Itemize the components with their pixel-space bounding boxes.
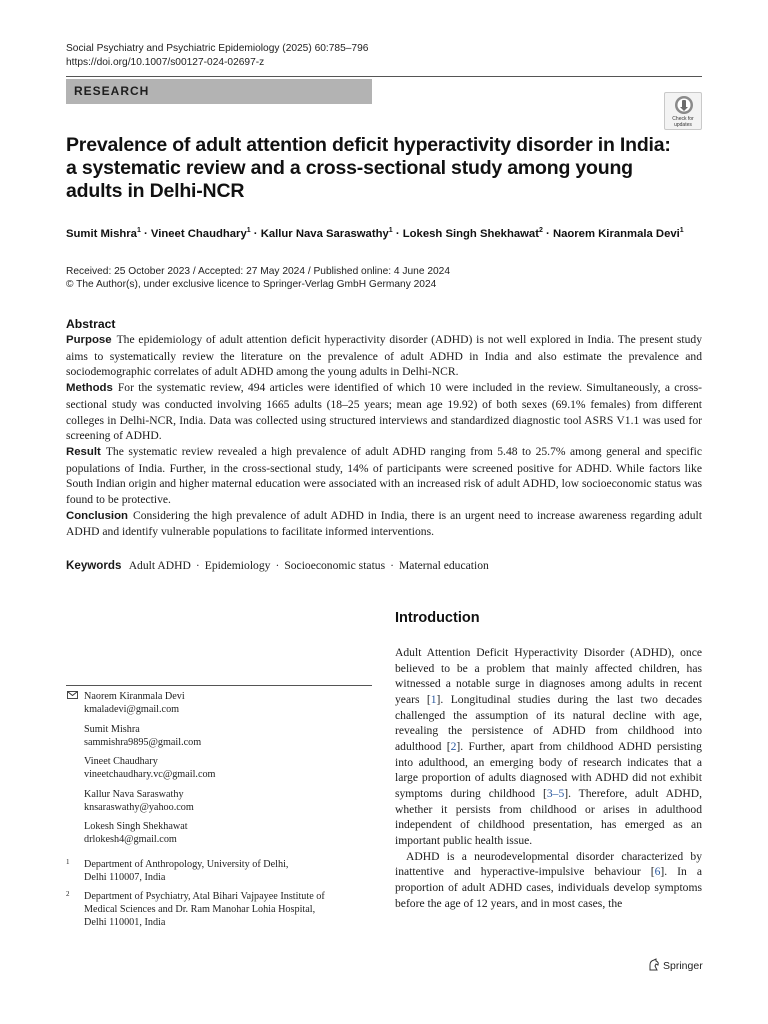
affiliations [66, 858, 372, 935]
contact-entry [66, 690, 372, 716]
journal-citation: Social Psychiatry and Psychiatric Epidemiology (2025) 60:785–796 [66, 43, 369, 54]
abstract-result [66, 444, 702, 508]
abstract-heading: Abstract [66, 317, 116, 331]
contact-name: Naorem Kiranmala Devi [84, 691, 185, 702]
contact-email[interactable]: drlokesh4@gmail.com [84, 834, 177, 845]
footnote-divider [66, 685, 372, 686]
abstract-conclusion [66, 508, 702, 540]
introduction-heading: Introduction [395, 610, 480, 626]
keyword: Maternal education [398, 559, 489, 572]
copyright-line: © The Author(s), under exclusive licence to Springer-Verlag GmbH Germany 2024 [66, 278, 437, 290]
conclusion-label: Conclusion [66, 509, 129, 522]
author-name[interactable]: Naorem Kiranmala Devi [552, 227, 680, 240]
author-list: Sumit Mishra$^1$ · Vineet Chaudhary$^1$ · Kallur Nava Saraswathy$^1$ · Lokesh Singh Shekhawat$^2$ · Naorem Kiranmala Devi$^1$ [66, 227, 684, 240]
keyword: Socioeconomic status [284, 559, 386, 572]
journal-header [66, 42, 368, 70]
author-contacts [66, 690, 372, 853]
author-affiliation-marker: 1 [388, 227, 393, 234]
purpose-label: Purpose [66, 334, 112, 346]
affiliation-entry [66, 858, 372, 884]
contact-email[interactable]: kmaladevi@gmail.com [84, 704, 180, 715]
conclusion-text: Considering the high prevalence of adult ADHD in India, there is an urgent need to increase awareness regarding adult ADHD and identify vulnerable populations to facilitate informed interventions. [66, 508, 702, 539]
affiliation-line: Delhi 110007, India [84, 872, 166, 883]
author-affiliation-marker: 1 [246, 227, 251, 234]
affiliation-line: Department of Anthropology, University of Delhi, [84, 859, 289, 870]
contact-entry [66, 723, 372, 749]
author-affiliation-marker: 1 [136, 227, 141, 234]
section-label: RESEARCH [74, 84, 150, 98]
contact-name: Kallur Nava Saraswathy [84, 788, 184, 800]
abstract-body [66, 332, 702, 540]
contact-name: Lokesh Singh Shekhawat [84, 821, 188, 832]
doi-link[interactable]: https://doi.org/10.1007/s00127-024-02697-z [66, 57, 265, 68]
publication-history [66, 266, 450, 291]
methods-label: Methods [66, 382, 113, 395]
keyword-separator: · [390, 559, 394, 572]
check-updates-label: Check for updates [672, 116, 694, 128]
intro-paragraph: ADHD is a neurodevelopmental disorder characterized by inattentive and hyperactive-impulsive behaviour [6]. In a proportion of adult ADHD cases, individuals develop symptoms before the age of 12 years, and in most cases, the [395, 849, 702, 910]
affiliation-line: Medical Sciences and Dr. Ram Manohar Lohia Hospital, [84, 904, 316, 915]
introduction-body [395, 645, 702, 911]
author-name[interactable]: Vineet Chaudhary [150, 227, 247, 240]
header-divider [66, 76, 702, 77]
paper-title: Prevalence of adult attention deficit hyperactivity disorder in India: a systematic review and a cross-sectional study among young adults in Delhi-NCR [66, 134, 671, 202]
affiliation-entry [66, 890, 372, 929]
contact-email[interactable]: sammishra9895@gmail.com [84, 736, 202, 748]
springer-horse-icon [648, 958, 660, 971]
keywords [66, 559, 489, 572]
contact-entry [66, 755, 372, 781]
envelope-icon [67, 691, 78, 699]
author-name[interactable]: Kallur Nava Saraswathy [260, 227, 389, 240]
citation-link[interactable]: 1 [430, 692, 437, 706]
author-affiliation-marker: 1 [679, 227, 684, 234]
abstract-purpose [66, 332, 702, 380]
affiliation-number: 1 [66, 858, 70, 866]
keyword: Adult ADHD [128, 559, 191, 572]
contact-entry [66, 788, 372, 814]
contact-name: Vineet Chaudhary [84, 756, 158, 767]
affiliation-line: Delhi 110001, India [84, 917, 166, 928]
contact-email[interactable]: vineetchaudhary.vc@gmail.com [84, 769, 216, 780]
citation-link[interactable]: 3–5 [546, 786, 565, 800]
citation-link[interactable]: 2 [450, 739, 457, 753]
contact-name: Sumit Mishra [84, 723, 140, 735]
contact-email[interactable]: knsaraswathy@yahoo.com [84, 801, 194, 813]
keyword: Epidemiology [204, 559, 271, 572]
result-label: Result [66, 445, 101, 458]
affiliation-number: 2 [66, 890, 70, 898]
publisher-name: Springer [663, 960, 703, 972]
author-affiliation-marker: 2 [538, 227, 543, 234]
methods-text: For the systematic review, 494 articles were identified of which 10 were included in the review. Simultaneously, a cross-sectional study was conducted involving 1665 adults (18–25 years; mean age 19.92) of both sexes (69.1% females) from different colleges in Delhi-NCR, India. Data was collected using structured interviews and standardized diagnostic tool ASRS V1.1 was used for screening of ADHD. [66, 381, 702, 443]
keyword-separator: · [195, 559, 200, 572]
author-name[interactable]: Sumit Mishra [66, 227, 137, 240]
result-text: The systematic review revealed a high prevalence of adult ADHD ranging from 5.48 to 25.7% among general and specific populations of India. Further, in the cross-sectional study, 14% of participants were screened positive for ADHD. While factors like South Indian origin and higher maternal education were associated with an increased risk of adult ADHD, low socioeconomic status was found to be protective. [66, 444, 702, 507]
citation-link[interactable]: 6 [654, 865, 661, 879]
author-name[interactable]: Lokesh Singh Shekhawat [402, 227, 539, 240]
check-updates-icon [674, 95, 694, 115]
check-for-updates-badge[interactable] [664, 92, 702, 130]
abstract-methods [66, 380, 702, 444]
history-dates: Received: 25 October 2023 / Accepted: 27 May 2024 / Published online: 4 June 2024 [66, 266, 450, 277]
keywords-label: Keywords [66, 559, 122, 572]
affiliation-line: Department of Psychiatry, Atal Bihari Vajpayee Institute of [84, 891, 325, 902]
keyword-separator: · [275, 559, 280, 572]
intro-paragraph: Adult Attention Deficit Hyperactivity Disorder (ADHD), once believed to be a problem that mainly affected children, has witnessed a notable surge in diagnoses among adults in recent years [1]. Longitudinal studies during the last two decades challenged the assumption of its natural decline with age, revealing the persistence of ADHD from childhood into adulthood [2]. Further, apart from childhood ADHD persisting into adulthood, an emerging body of research indicates that a large proportion of adults diagnosed with ADHD did not exhibit symptoms during childhood [3–5]. Therefore, adult ADHD, whether it persists from childhood or arises in adulthood independent of childhood presentation, has emerged as an important public health issue. [395, 646, 702, 847]
publisher-footer [648, 958, 703, 972]
purpose-text: The epidemiology of adult attention deficit hyperactivity disorder (ADHD) is not well explored in India. The present study aims to systematically review the literature on the prevalence of adult ADHD in India and also estimate the prevalence and sociodemographic correlates of adult ADHD among the young adults in Delhi-NCR. [66, 333, 702, 379]
contact-entry [66, 820, 372, 846]
